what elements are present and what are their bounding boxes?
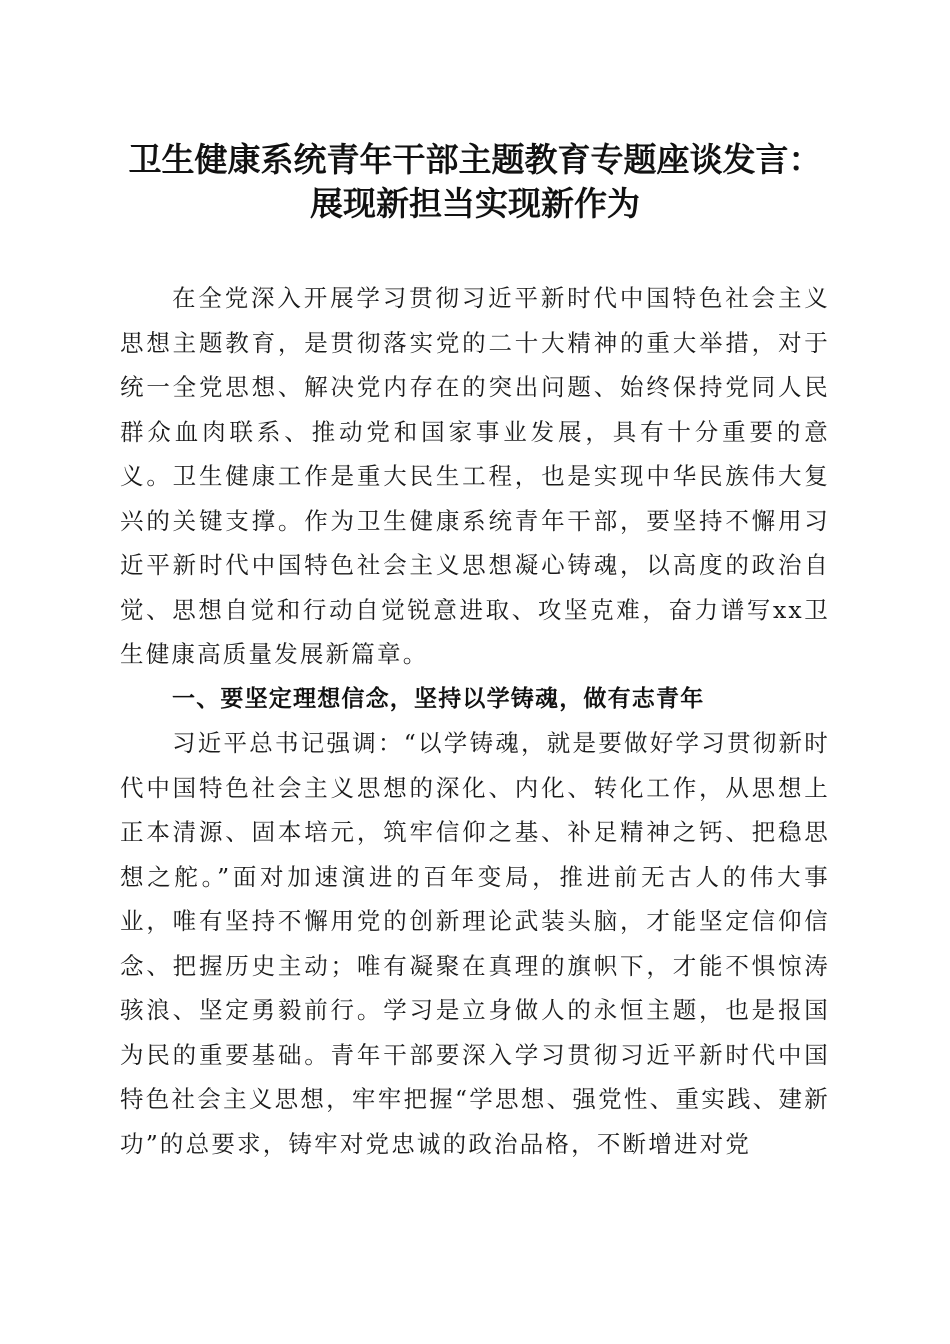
section-heading-1: 一、要坚定理想信念，坚持以学铸魂，做有志青年 <box>172 685 705 712</box>
section-1-paragraph: 习近平总书记强调：“以学铸魂，就是要做好学习贯彻新时代中国特色社会主义思想的深化、内化、转化工作，从思想上正本清源、固本培元，筑牢信仰之基、补足精神之钙、把稳思想之舵。”面对加速演进的百年变局，推进前无古人的伟大事业，唯有坚持不懈用党的创新理论武装头脑，才能坚定信仰信念、把握历史主动；唯有凝聚在真理的旗帜下，才能不惧惊涛骇浪、坚定勇毅前行。学习是立身做人的永恒主题，也是报国为民的重要基础。青年干部要深入学习贯彻习近平新时代中国特色社会主义思想，牢牢把握“学思想、强党性、重实践、建新功”的总要求，铸牢对党忠诚的政治品格，不断增进对党 <box>120 729 830 1158</box>
document-body <box>120 276 830 1166</box>
document-title-line-1: 卫生健康系统青年干部主题教育专题座谈发言： <box>128 140 822 179</box>
document-title-line-2: 展现新担当实现新作为 <box>310 184 640 223</box>
intro-paragraph: 在全党深入开展学习贯彻习近平新时代中国特色社会主义思想主题教育，是贯彻落实党的二十大精神的重大举措，对于统一全党思想、解决党内存在的突出问题、始终保持党同人民群众血肉联系、推动党和国家事业发展，具有十分重要的意义。卫生健康工作是重大民生工程，也是实现中华民族伟大复兴的关键支撑。作为卫生健康系统青年干部，要坚持不懈用习近平新时代中国特色社会主义思想凝心铸魂，以高度的政治自觉、思想自觉和行动自觉锐意进取、攻坚克难，奋力谱写xx卫生健康高质量发展新篇章。 <box>120 284 830 668</box>
